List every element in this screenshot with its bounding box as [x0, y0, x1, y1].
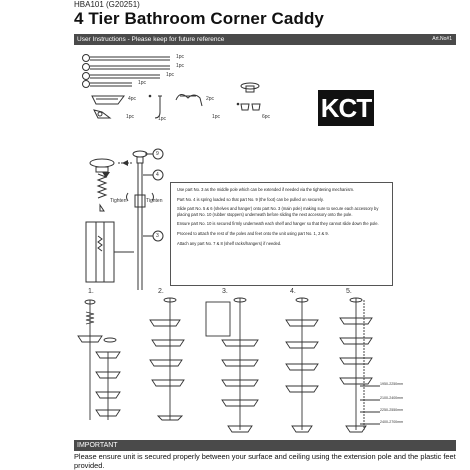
instructions-box [170, 182, 393, 286]
tighten-left-label: Tighten [110, 198, 127, 204]
kct-logo: KCT [318, 90, 374, 126]
pole-part-2 [83, 64, 171, 71]
instruction-6: Attach any part No. 7 & 8 (shelf racks/hangers) if needed. [177, 240, 282, 246]
product-code: HBA101 (G20251) [74, 0, 140, 9]
hook-qty: 1pc [158, 116, 167, 122]
pole-3-qty: 1pc [166, 72, 175, 78]
pole-part-1 [83, 55, 171, 62]
instruction-2: Part No. 4 is spring loaded so that part No. 9 (the foot) can be pulled on securely. [177, 196, 324, 202]
height-label-1: 1950-2250mm [380, 382, 404, 386]
height-label-2: 2100-2400mm [380, 396, 404, 400]
hook-part [155, 96, 162, 118]
pole-inset-detail [86, 222, 134, 282]
callout-4: 4 [156, 172, 159, 178]
step-number-5: 5. [346, 288, 352, 295]
user-instructions-label: User Instructions - Please keep for future reference [77, 36, 225, 43]
step-number-1: 1. [88, 288, 94, 295]
step-number-4: 4. [290, 288, 296, 295]
tighten-right-label: Tighten [146, 198, 163, 204]
pole-part-3 [83, 73, 161, 80]
cap-part [241, 83, 259, 92]
feet-qty: 1pc [126, 114, 135, 120]
instruction-1: Use part No. 3 as the middle pole which can be extended if needed via the tightening mechanism. [177, 187, 355, 192]
important-text: Please ensure unit is secured properly between your surface and ceiling using the extension pole and the plastic feet provided. [74, 452, 456, 470]
assembly-step-3 [206, 298, 258, 432]
assembly-step-4 [286, 298, 318, 432]
instruction-4: Ensure part No. 10 is secured firmly underneath each shelf and hanger so that they cannot slide down the pole. [177, 221, 379, 227]
stopper-qty: 6pc [262, 114, 271, 120]
assembly-step-2 [150, 298, 184, 420]
main-pole-detail [127, 151, 154, 290]
hanger-qty: 2pc [206, 96, 215, 102]
step-number-3: 3. [222, 288, 228, 295]
height-label-4: 2400-2700mm [380, 420, 404, 424]
pole-part-4 [83, 81, 133, 88]
height-label-3: 2250-2550mm [380, 408, 404, 412]
assembly-step-5 [340, 298, 380, 432]
instruction-5: Proceed to attach the rest of the poles and feet onto the unit using part No. 1, 2 & 9. [177, 230, 329, 236]
hanger-part [176, 94, 202, 106]
shelf-part [92, 96, 124, 104]
callout-3: 3 [156, 233, 159, 239]
important-heading: IMPORTANT [74, 440, 456, 451]
pole-4-qty: 1pc [138, 80, 147, 86]
foot-part [94, 110, 110, 118]
instruction-3: Slide part No. 5 & 6 (shelves and hanger) onto part No. 3 (main pole) making sure to secure each accessory by placing part No. 10 (rubber stoppers) underneath before sliding the next accessory onto the pole. [177, 206, 379, 217]
assembly-step-1 [78, 300, 120, 420]
step-number-2: 2. [158, 288, 164, 295]
callout-9: 9 [156, 151, 159, 157]
page-title: 4 Tier Bathroom Corner Caddy [74, 9, 324, 28]
pole-1-qty: 1pc [176, 54, 185, 60]
art-number: Art.No#1 [432, 36, 452, 42]
shelf-qty: 4pc [128, 96, 137, 102]
pole-2-qty: 1pc [176, 63, 185, 69]
stopper-part [241, 104, 260, 110]
cap-qty: 1pc [212, 114, 221, 120]
